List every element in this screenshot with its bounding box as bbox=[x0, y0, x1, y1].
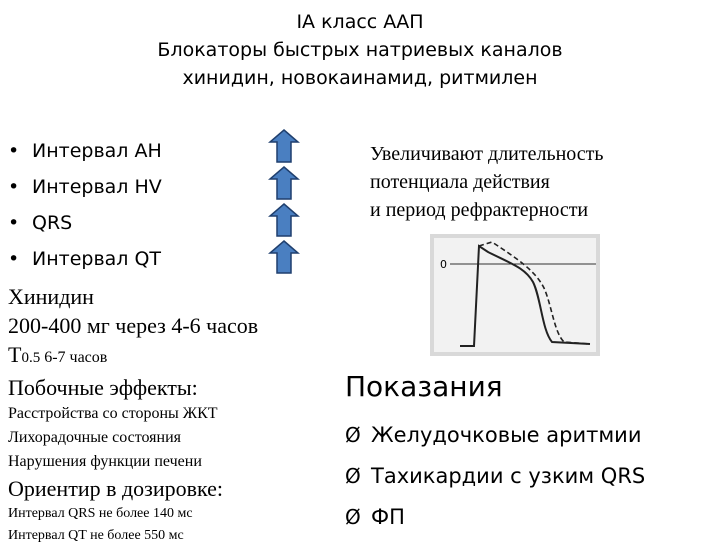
half-life bbox=[8, 340, 258, 373]
list-item bbox=[8, 241, 162, 277]
indication-label: ФП bbox=[371, 505, 405, 529]
arrow-bullet-icon: Ø bbox=[345, 464, 361, 488]
title-line-1: IA класс ААП bbox=[296, 11, 424, 33]
dosing-heading: Ориентир в дозировке: bbox=[8, 476, 224, 501]
side-effects-heading: Побочные эффекты: bbox=[8, 375, 198, 400]
title-line-2: Блокаторы быстрых натриевых каналов bbox=[157, 39, 563, 61]
list-item bbox=[8, 133, 162, 169]
indication-label: Тахикардии с узким QRS bbox=[371, 464, 646, 488]
increase-arrows bbox=[268, 128, 300, 276]
list-item bbox=[8, 169, 162, 205]
quinidine-block bbox=[8, 282, 258, 547]
bullet-icon: • bbox=[8, 176, 20, 198]
interval-list bbox=[8, 133, 162, 277]
list-item bbox=[8, 205, 162, 241]
list-item bbox=[345, 456, 645, 497]
arrow-bullet-icon: Ø bbox=[345, 423, 361, 447]
slide-title bbox=[0, 8, 720, 92]
indications-block bbox=[345, 367, 645, 538]
indications-heading: Показания bbox=[345, 370, 503, 403]
drug-name: Хинидин bbox=[8, 284, 94, 309]
effect-line-2: потенциала действия bbox=[370, 171, 550, 193]
zero-label: 0 bbox=[440, 258, 447, 271]
effect-line-1: Увеличивают длительность bbox=[370, 143, 604, 165]
side-effect-item: Нарушения функции печени bbox=[8, 453, 202, 470]
list-item bbox=[345, 415, 645, 456]
up-arrow-icon bbox=[268, 202, 300, 238]
up-arrow-icon bbox=[268, 128, 300, 164]
list-item-label: Интервал АН bbox=[32, 140, 162, 162]
dosing-item: Интервал QRS не более 140 мс bbox=[8, 506, 193, 521]
action-potential-plot bbox=[430, 234, 600, 356]
half-life-subscript: 0.5 bbox=[21, 350, 41, 366]
up-arrow-icon bbox=[268, 165, 300, 201]
list-item-label: QRS bbox=[32, 212, 73, 234]
half-life-label: Т bbox=[8, 342, 22, 367]
side-effect-item: Расстройства со стороны ЖКТ bbox=[8, 405, 218, 422]
indication-label: Желудочковые аритмии bbox=[371, 423, 642, 447]
bullet-icon: • bbox=[8, 212, 20, 234]
half-life-value: 6-7 часов bbox=[44, 349, 108, 366]
plot-area bbox=[434, 238, 596, 352]
effect-line-3: и период рефрактерности bbox=[370, 199, 589, 221]
arrow-bullet-icon: Ø bbox=[345, 505, 361, 529]
effect-text bbox=[370, 140, 604, 224]
list-item-label: Интервал QT bbox=[32, 248, 162, 270]
side-effect-item: Лихорадочные состояния bbox=[8, 429, 182, 446]
action-potential-figure bbox=[430, 234, 600, 361]
bullet-icon: • bbox=[8, 248, 20, 270]
title-line-3: хинидин, новокаинамид, ритмилен bbox=[182, 67, 538, 89]
dosing-item: Интервал QT не более 550 мс bbox=[8, 528, 184, 543]
bullet-icon: • bbox=[8, 140, 20, 162]
drug-dose: 200-400 мг через 4-6 часов bbox=[8, 313, 259, 338]
up-arrow-icon bbox=[268, 239, 300, 275]
list-item-label: Интервал HV bbox=[32, 176, 162, 198]
list-item bbox=[345, 497, 645, 538]
